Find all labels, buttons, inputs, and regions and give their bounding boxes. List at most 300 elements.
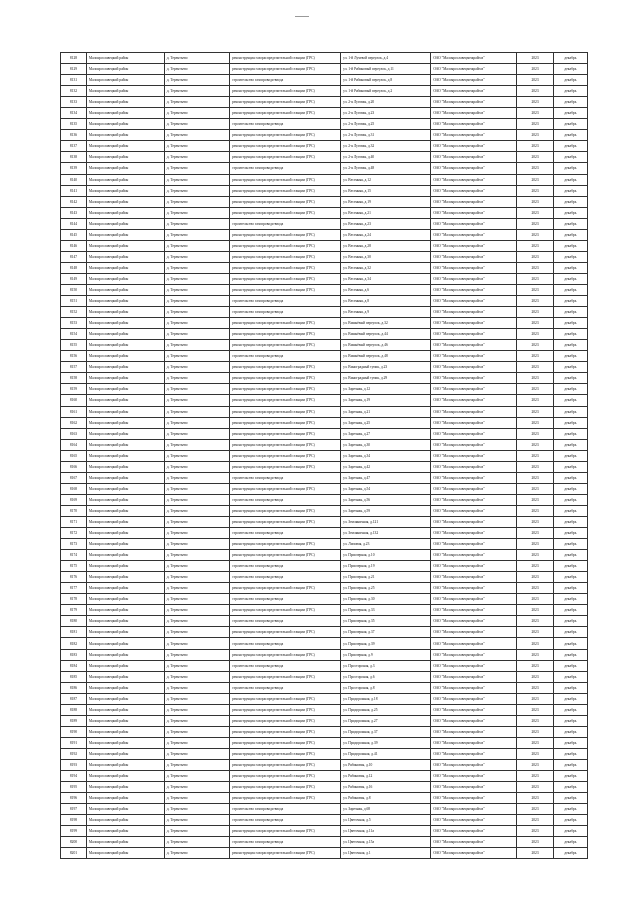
year-cell: 2023 (517, 307, 553, 318)
organization-cell: ОАО "Малоярославецмежрайгаз" (431, 75, 517, 86)
district-cell: Малоярославецкий район (86, 240, 164, 251)
table-row (61, 64, 588, 75)
month-cell: декабрь (553, 638, 587, 649)
work-type-cell: строительство газопровода-ввода (230, 561, 341, 572)
organization-cell: ОАО "Малоярославецмежрайгаз" (431, 395, 517, 406)
district-cell: Малоярославецкий район (86, 218, 164, 229)
row-number: 8201 (61, 848, 87, 859)
year-cell: 2023 (517, 207, 553, 218)
year-cell: 2023 (517, 472, 553, 483)
district-cell: Малоярославецкий район (86, 671, 164, 682)
year-cell: 2023 (517, 804, 553, 815)
table-row (61, 461, 588, 472)
organization-cell: ОАО "Малоярославецмежрайгаз" (431, 152, 517, 163)
address-cell: ул. 2-я Луговая, д.31 (341, 130, 431, 141)
village-cell: д. Терентьево (164, 715, 229, 726)
work-type-cell: реконструкция газораспределительной станции (ГРС) (230, 748, 341, 759)
year-cell: 2023 (517, 693, 553, 704)
village-cell: д. Терентьево (164, 638, 229, 649)
work-type-cell: реконструкция газораспределительной станции (ГРС) (230, 229, 341, 240)
work-type-cell: строительство газопровода-ввода (230, 218, 341, 229)
village-cell: д. Терентьево (164, 406, 229, 417)
year-cell: 2023 (517, 417, 553, 428)
district-cell: Малоярославецкий район (86, 395, 164, 406)
table-row (61, 373, 588, 384)
year-cell: 2023 (517, 174, 553, 185)
organization-cell: ОАО "Малоярославецмежрайгаз" (431, 627, 517, 638)
month-cell: декабрь (553, 561, 587, 572)
organization-cell: ОАО "Малоярославецмежрайгаз" (431, 307, 517, 318)
table-row (61, 119, 588, 130)
month-cell: декабрь (553, 262, 587, 273)
village-cell: д. Терентьево (164, 528, 229, 539)
organization-cell: ОАО "Малоярославецмежрайгаз" (431, 550, 517, 561)
year-cell: 2023 (517, 793, 553, 804)
row-number: 8191 (61, 737, 87, 748)
organization-cell: ОАО "Малоярославецмежрайгаз" (431, 141, 517, 152)
address-cell: ул. Цветочная, д.15а (341, 837, 431, 848)
month-cell: декабрь (553, 483, 587, 494)
work-type-cell: реконструкция газораспределительной станции (ГРС) (230, 693, 341, 704)
month-cell: декабрь (553, 793, 587, 804)
work-type-cell: реконструкция газораспределительной станции (ГРС) (230, 826, 341, 837)
work-type-cell: реконструкция газораспределительной станции (ГРС) (230, 53, 341, 64)
village-cell: д. Терентьево (164, 185, 229, 196)
year-cell: 2023 (517, 771, 553, 782)
row-number: 8177 (61, 583, 87, 594)
address-cell: ул. Придорожная, д.18 (341, 693, 431, 704)
row-number: 8152 (61, 307, 87, 318)
month-cell: декабрь (553, 837, 587, 848)
row-number: 8198 (61, 815, 87, 826)
work-type-cell: реконструкция газораспределительной станции (ГРС) (230, 152, 341, 163)
year-cell: 2023 (517, 240, 553, 251)
address-cell: ул. Придорожная, д.41 (341, 748, 431, 759)
work-type-cell: реконструкция газораспределительной станции (ГРС) (230, 284, 341, 295)
month-cell: декабрь (553, 229, 587, 240)
year-cell: 2023 (517, 594, 553, 605)
organization-cell: ОАО "Малоярославецмежрайгаз" (431, 119, 517, 130)
row-number: 8169 (61, 494, 87, 505)
organization-cell: ОАО "Малоярославецмежрайгаз" (431, 373, 517, 384)
work-type-cell: реконструкция газораспределительной станции (ГРС) (230, 428, 341, 439)
district-cell: Малоярославецкий район (86, 494, 164, 505)
work-type-cell: строительство газопровода-ввода (230, 660, 341, 671)
village-cell: д. Терентьево (164, 627, 229, 638)
row-number: 8144 (61, 218, 87, 229)
district-cell: Малоярославецкий район (86, 163, 164, 174)
work-type-cell: реконструкция газораспределительной станции (ГРС) (230, 782, 341, 793)
row-number: 8143 (61, 207, 87, 218)
month-cell: декабрь (553, 273, 587, 284)
table-row (61, 174, 588, 185)
work-type-cell: реконструкция газораспределительной станции (ГРС) (230, 539, 341, 550)
village-cell: д. Терентьево (164, 748, 229, 759)
year-cell: 2023 (517, 218, 553, 229)
row-number: 8160 (61, 395, 87, 406)
organization-cell: ОАО "Малоярославецмежрайгаз" (431, 472, 517, 483)
organization-cell: ОАО "Малоярославецмежрайгаз" (431, 218, 517, 229)
address-cell: ул. Вишнёвый переулок, д.32 (341, 318, 431, 329)
year-cell: 2023 (517, 561, 553, 572)
month-cell: декабрь (553, 284, 587, 295)
row-number: 8179 (61, 605, 87, 616)
address-cell: ул. Виноградный тупик, д.23 (341, 362, 431, 373)
month-cell: декабрь (553, 196, 587, 207)
address-cell: ул. Весенняя, д.32 (341, 262, 431, 273)
year-cell: 2023 (517, 461, 553, 472)
work-type-cell: реконструкция газораспределительной станции (ГРС) (230, 174, 341, 185)
address-cell: ул. Придорожная, д.27 (341, 715, 431, 726)
month-cell: декабрь (553, 782, 587, 793)
page-mark (295, 16, 309, 17)
organization-cell: ОАО "Малоярославецмежрайгаз" (431, 196, 517, 207)
district-cell: Малоярославецкий район (86, 75, 164, 86)
organization-cell: ОАО "Малоярославецмежрайгаз" (431, 483, 517, 494)
month-cell: декабрь (553, 307, 587, 318)
address-cell: ул. Заречная, д.68 (341, 804, 431, 815)
row-number: 8163 (61, 428, 87, 439)
month-cell: декабрь (553, 395, 587, 406)
address-cell: ул. Простороная, д.3 (341, 660, 431, 671)
organization-cell: ОАО "Малоярославецмежрайгаз" (431, 782, 517, 793)
month-cell: декабрь (553, 583, 587, 594)
district-cell: Малоярославецкий район (86, 583, 164, 594)
year-cell: 2023 (517, 373, 553, 384)
year-cell: 2023 (517, 826, 553, 837)
table-row (61, 284, 588, 295)
row-number: 8190 (61, 726, 87, 737)
row-number: 8146 (61, 240, 87, 251)
work-type-cell: реконструкция газораспределительной станции (ГРС) (230, 406, 341, 417)
row-number: 8131 (61, 75, 87, 86)
organization-cell: ОАО "Малоярославецмежрайгаз" (431, 837, 517, 848)
district-cell: Малоярославецкий район (86, 229, 164, 240)
year-cell: 2023 (517, 737, 553, 748)
table-row (61, 704, 588, 715)
organization-cell: ОАО "Малоярославецмежрайгаз" (431, 174, 517, 185)
village-cell: д. Терентьево (164, 318, 229, 329)
row-number: 8157 (61, 362, 87, 373)
village-cell: д. Терентьево (164, 86, 229, 97)
row-number: 8200 (61, 837, 87, 848)
district-cell: Малоярославецкий район (86, 793, 164, 804)
village-cell: д. Терентьево (164, 605, 229, 616)
table-row (61, 53, 588, 64)
work-type-cell: реконструкция газораспределительной станции (ГРС) (230, 737, 341, 748)
month-cell: декабрь (553, 826, 587, 837)
row-number: 8128 (61, 53, 87, 64)
organization-cell: ОАО "Малоярославецмежрайгаз" (431, 561, 517, 572)
year-cell: 2023 (517, 638, 553, 649)
year-cell: 2023 (517, 251, 553, 262)
year-cell: 2023 (517, 439, 553, 450)
row-number: 8175 (61, 561, 87, 572)
table-row (61, 826, 588, 837)
address-cell: ул. Земляничная, д.132 (341, 528, 431, 539)
organization-cell: ОАО "Малоярославецмежрайгаз" (431, 848, 517, 859)
table-row (61, 815, 588, 826)
village-cell: д. Терентьево (164, 550, 229, 561)
district-cell: Малоярославецкий район (86, 760, 164, 771)
address-cell: ул. Придорожная, д.37 (341, 726, 431, 737)
year-cell: 2023 (517, 649, 553, 660)
organization-cell: ОАО "Малоярославецмежрайгаз" (431, 638, 517, 649)
district-cell: Малоярославецкий район (86, 660, 164, 671)
village-cell: д. Терентьево (164, 693, 229, 704)
month-cell: декабрь (553, 417, 587, 428)
year-cell: 2023 (517, 406, 553, 417)
district-cell: Малоярославецкий район (86, 726, 164, 737)
row-number: 8172 (61, 528, 87, 539)
address-cell: ул. Цветочная, д.11а (341, 826, 431, 837)
organization-cell: ОАО "Малоярославецмежрайгаз" (431, 616, 517, 627)
district-cell: Малоярославецкий район (86, 616, 164, 627)
month-cell: декабрь (553, 616, 587, 627)
district-cell: Малоярославецкий район (86, 152, 164, 163)
row-number: 8165 (61, 450, 87, 461)
year-cell: 2023 (517, 185, 553, 196)
organization-cell: ОАО "Малоярославецмежрайгаз" (431, 329, 517, 340)
work-type-cell: реконструкция газораспределительной станции (ГРС) (230, 516, 341, 527)
month-cell: декабрь (553, 715, 587, 726)
table-row (61, 262, 588, 273)
work-type-cell: реконструкция газораспределительной станции (ГРС) (230, 86, 341, 97)
organization-cell: ОАО "Малоярославецмежрайгаз" (431, 572, 517, 583)
village-cell: д. Терентьево (164, 373, 229, 384)
table-row (61, 318, 588, 329)
organization-cell: ОАО "Малоярославецмежрайгаз" (431, 704, 517, 715)
row-number: 8182 (61, 638, 87, 649)
table-row (61, 196, 588, 207)
work-type-cell: строительство газопровода-ввода (230, 163, 341, 174)
district-cell: Малоярославецкий район (86, 550, 164, 561)
year-cell: 2023 (517, 748, 553, 759)
work-type-cell: реконструкция газораспределительной станции (ГРС) (230, 362, 341, 373)
row-number: 8162 (61, 417, 87, 428)
table-row (61, 439, 588, 450)
month-cell: декабрь (553, 119, 587, 130)
organization-cell: ОАО "Малоярославецмежрайгаз" (431, 417, 517, 428)
district-cell: Малоярославецкий район (86, 119, 164, 130)
district-cell: Малоярославецкий район (86, 483, 164, 494)
village-cell: д. Терентьево (164, 704, 229, 715)
row-number: 8158 (61, 373, 87, 384)
row-number: 8192 (61, 748, 87, 759)
year-cell: 2023 (517, 528, 553, 539)
organization-cell: ОАО "Малоярославецмежрайгаз" (431, 428, 517, 439)
village-cell: д. Терентьево (164, 307, 229, 318)
village-cell: д. Терентьево (164, 130, 229, 141)
work-type-cell: реконструкция газораспределительной станции (ГРС) (230, 771, 341, 782)
table-row (61, 141, 588, 152)
village-cell: д. Терентьево (164, 539, 229, 550)
table-row (61, 395, 588, 406)
district-cell: Малоярославецкий район (86, 307, 164, 318)
row-number: 8194 (61, 771, 87, 782)
district-cell: Малоярославецкий район (86, 450, 164, 461)
row-number: 8139 (61, 163, 87, 174)
table-row (61, 737, 588, 748)
row-number: 8180 (61, 616, 87, 627)
row-number: 8174 (61, 550, 87, 561)
work-type-cell: реконструкция газораспределительной станции (ГРС) (230, 196, 341, 207)
month-cell: декабрь (553, 318, 587, 329)
work-type-cell: реконструкция газораспределительной станции (ГРС) (230, 262, 341, 273)
address-cell: ул. Цветочная, д.5 (341, 815, 431, 826)
organization-cell: ОАО "Малоярославецмежрайгаз" (431, 108, 517, 119)
table-row (61, 638, 588, 649)
address-cell: ул. Приозерная, д.30 (341, 594, 431, 605)
year-cell: 2023 (517, 351, 553, 362)
village-cell: д. Терентьево (164, 119, 229, 130)
table-row (61, 760, 588, 771)
row-number: 8164 (61, 439, 87, 450)
address-cell: ул. Рябиновая, д.12 (341, 771, 431, 782)
address-cell: ул. Заречная, д.12 (341, 384, 431, 395)
address-cell: ул. Заречная, д.34 (341, 450, 431, 461)
address-cell: ул. Заречная, д.25 (341, 417, 431, 428)
table-row (61, 384, 588, 395)
year-cell: 2023 (517, 572, 553, 583)
district-cell: Малоярославецкий район (86, 461, 164, 472)
month-cell: декабрь (553, 627, 587, 638)
table-row (61, 75, 588, 86)
row-number: 8199 (61, 826, 87, 837)
organization-cell: ОАО "Малоярославецмежрайгаз" (431, 583, 517, 594)
table-row (61, 627, 588, 638)
row-number: 8187 (61, 693, 87, 704)
month-cell: декабрь (553, 726, 587, 737)
table-row (61, 97, 588, 108)
address-cell: ул. Приозерная, д.37 (341, 627, 431, 638)
organization-cell: ОАО "Малоярославецмежрайгаз" (431, 229, 517, 240)
village-cell: д. Терентьево (164, 218, 229, 229)
work-type-cell: реконструкция газораспределительной станции (ГРС) (230, 649, 341, 660)
district-cell: Малоярославецкий район (86, 516, 164, 527)
month-cell: декабрь (553, 760, 587, 771)
organization-cell: ОАО "Малоярославецмежрайгаз" (431, 64, 517, 75)
month-cell: декабрь (553, 539, 587, 550)
table-row (61, 185, 588, 196)
year-cell: 2023 (517, 229, 553, 240)
table-row (61, 804, 588, 815)
row-number: 8155 (61, 340, 87, 351)
month-cell: декабрь (553, 97, 587, 108)
district-cell: Малоярославецкий район (86, 340, 164, 351)
work-type-cell: строительство газопровода-ввода (230, 472, 341, 483)
table-row (61, 417, 588, 428)
work-type-cell: реконструкция газораспределительной станции (ГРС) (230, 185, 341, 196)
row-number: 8189 (61, 715, 87, 726)
year-cell: 2023 (517, 782, 553, 793)
table-row (61, 406, 588, 417)
row-number: 8184 (61, 660, 87, 671)
organization-cell: ОАО "Малоярославецмежрайгаз" (431, 362, 517, 373)
month-cell: декабрь (553, 737, 587, 748)
district-cell: Малоярославецкий район (86, 86, 164, 97)
organization-cell: ОАО "Малоярославецмежрайгаз" (431, 284, 517, 295)
document-page (60, 52, 588, 859)
address-cell: ул. Весенняя, д.21 (341, 207, 431, 218)
year-cell: 2023 (517, 715, 553, 726)
year-cell: 2023 (517, 450, 553, 461)
organization-cell: ОАО "Малоярославецмежрайгаз" (431, 406, 517, 417)
work-type-cell: реконструкция газораспределительной станции (ГРС) (230, 273, 341, 284)
district-cell: Малоярославецкий район (86, 64, 164, 75)
village-cell: д. Терентьево (164, 616, 229, 627)
table-row (61, 748, 588, 759)
work-type-cell: реконструкция газораспределительной станции (ГРС) (230, 550, 341, 561)
work-type-cell: реконструкция газораспределительной станции (ГРС) (230, 505, 341, 516)
work-type-cell: реконструкция газораспределительной станции (ГРС) (230, 318, 341, 329)
work-type-cell: реконструкция газораспределительной станции (ГРС) (230, 141, 341, 152)
work-type-cell: строительство газопровода-ввода (230, 572, 341, 583)
year-cell: 2023 (517, 505, 553, 516)
organization-cell: ОАО "Малоярославецмежрайгаз" (431, 815, 517, 826)
address-cell: ул. Приозерная, д.9 (341, 649, 431, 660)
district-cell: Малоярославецкий район (86, 472, 164, 483)
district-cell: Малоярославецкий район (86, 815, 164, 826)
work-type-cell: реконструкция газораспределительной станции (ГРС) (230, 417, 341, 428)
row-number: 8196 (61, 793, 87, 804)
village-cell: д. Терентьево (164, 472, 229, 483)
work-type-cell: строительство газопровода-ввода (230, 307, 341, 318)
month-cell: декабрь (553, 207, 587, 218)
month-cell: декабрь (553, 384, 587, 395)
organization-cell: ОАО "Малоярославецмежрайгаз" (431, 207, 517, 218)
month-cell: декабрь (553, 550, 587, 561)
organization-cell: ОАО "Малоярославецмежрайгаз" (431, 505, 517, 516)
table-row (61, 671, 588, 682)
table-row (61, 362, 588, 373)
address-cell: ул. Весенняя, д.34 (341, 273, 431, 284)
month-cell: декабрь (553, 528, 587, 539)
table-row (61, 86, 588, 97)
address-cell: ул. Заречная, д.59 (341, 505, 431, 516)
work-type-cell: строительство газопровода-ввода (230, 638, 341, 649)
work-type-cell: реконструкция газораспределительной станции (ГРС) (230, 373, 341, 384)
organization-cell: ОАО "Малоярославецмежрайгаз" (431, 528, 517, 539)
address-cell: ул. 2-я Луговая, д.48 (341, 163, 431, 174)
year-cell: 2023 (517, 196, 553, 207)
month-cell: декабрь (553, 516, 587, 527)
work-type-cell: строительство газопровода-ввода (230, 351, 341, 362)
district-cell: Малоярославецкий район (86, 771, 164, 782)
row-number: 8154 (61, 329, 87, 340)
village-cell: д. Терентьево (164, 461, 229, 472)
row-number: 8159 (61, 384, 87, 395)
month-cell: декабрь (553, 240, 587, 251)
village-cell: д. Терентьево (164, 594, 229, 605)
village-cell: д. Терентьево (164, 561, 229, 572)
month-cell: декабрь (553, 605, 587, 616)
village-cell: д. Терентьево (164, 141, 229, 152)
village-cell: д. Терентьево (164, 649, 229, 660)
month-cell: декабрь (553, 804, 587, 815)
month-cell: декабрь (553, 671, 587, 682)
table-row (61, 340, 588, 351)
table-row (61, 693, 588, 704)
month-cell: декабрь (553, 53, 587, 64)
work-type-cell: реконструкция газораспределительной станции (ГРС) (230, 207, 341, 218)
address-cell: ул. Приозерная, д.21 (341, 572, 431, 583)
year-cell: 2023 (517, 395, 553, 406)
address-cell: ул. Заречная, д.27 (341, 428, 431, 439)
district-cell: Малоярославецкий район (86, 638, 164, 649)
organization-cell: ОАО "Малоярославецмежрайгаз" (431, 86, 517, 97)
table-row (61, 251, 588, 262)
